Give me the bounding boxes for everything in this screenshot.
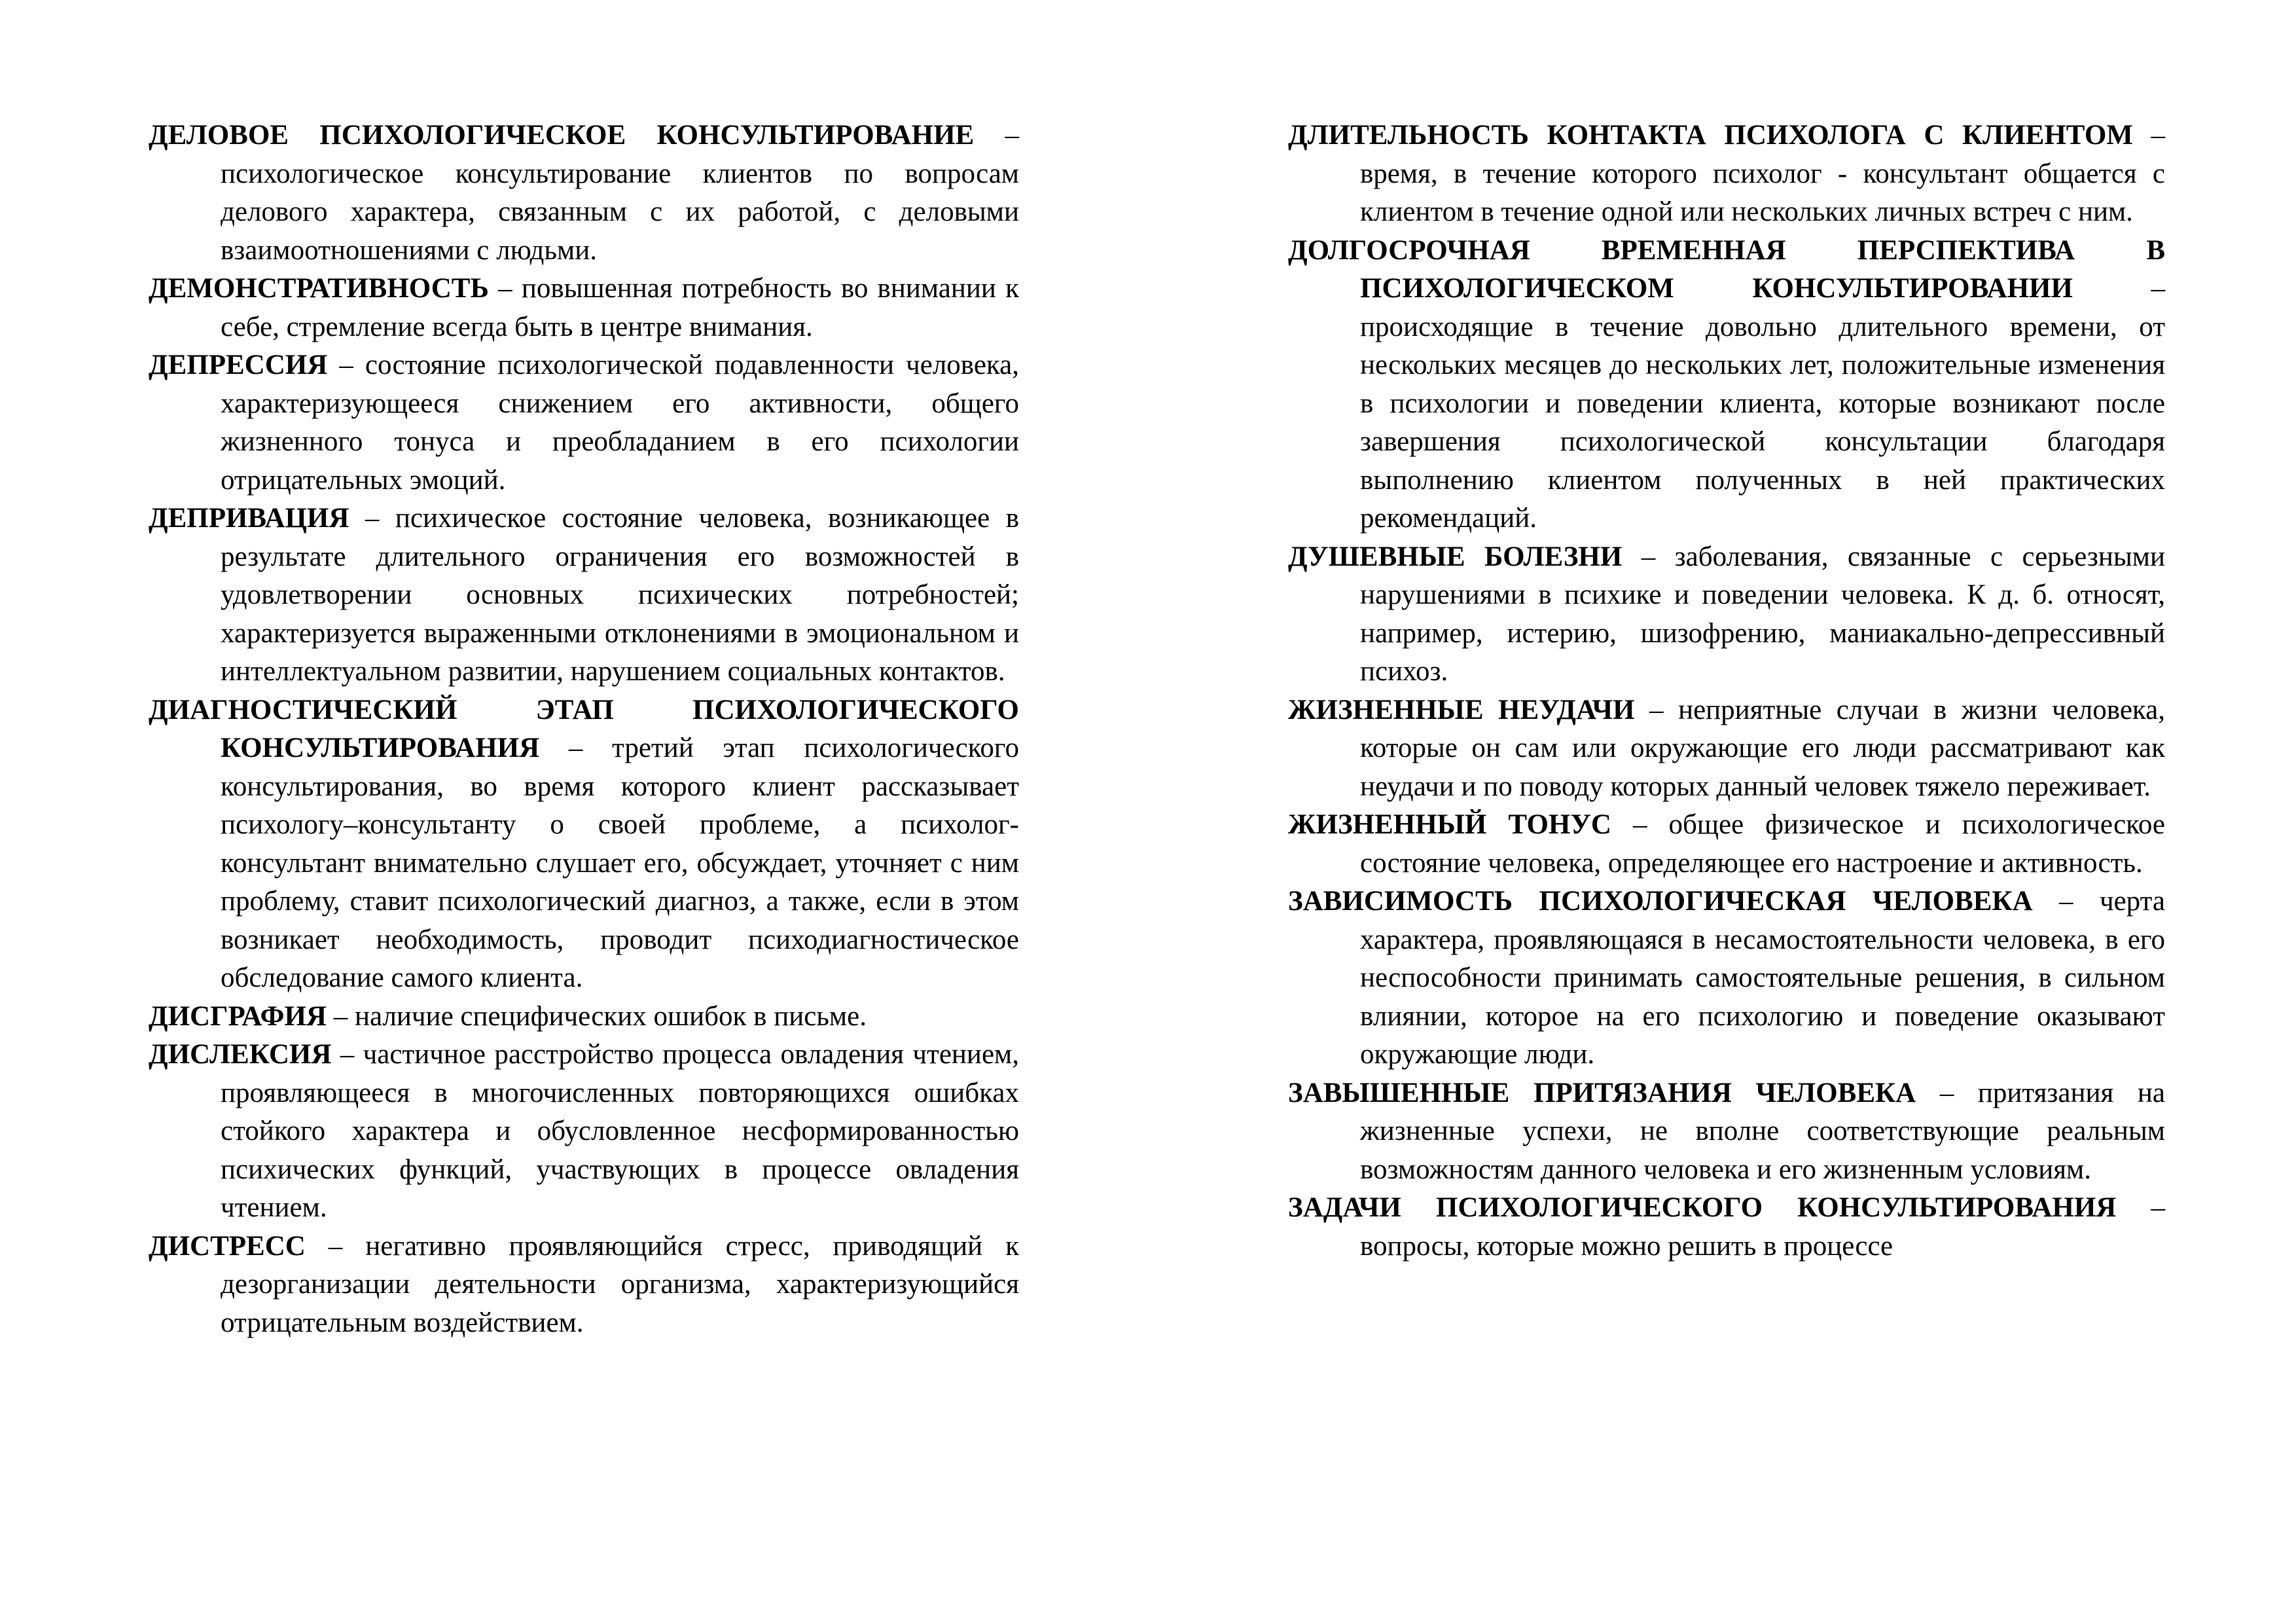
entry-term: ДЕПРИВАЦИЯ bbox=[149, 503, 350, 534]
entry-definition: – наличие специфических ошибок в письме. bbox=[326, 1000, 867, 1032]
entry-term: ЖИЗНЕННЫЙ ТОНУС bbox=[1288, 809, 1611, 840]
glossary-entry bbox=[149, 117, 1019, 270]
glossary-entry bbox=[1288, 691, 2165, 807]
entry-definition: – психологическое консультирование клиентов по вопросам делового характера, связанным с их работой, с деловыми взаимоотношениями с людьми. bbox=[221, 120, 1020, 266]
glossary-entry bbox=[1288, 232, 2165, 538]
glossary-entry bbox=[1288, 117, 2165, 232]
entry-term: ДУШЕВНЫЕ БОЛЕЗНИ bbox=[1288, 541, 1623, 572]
glossary-entry bbox=[149, 1228, 1019, 1343]
glossary-entry bbox=[149, 998, 1019, 1036]
glossary-entry bbox=[149, 500, 1019, 691]
right-column bbox=[1288, 117, 2165, 1266]
entry-definition: – негативно проявляющийся стресс, приводящий к дезорганизации деятельности организма, характеризующийся отрицательным воздействием. bbox=[221, 1230, 1019, 1338]
entry-definition: – неприятные случаи в жизни человека, которые он сам или окружающие его люди рассматривают как неудачи и по поводу которых данный человек тяжело переживает. bbox=[1360, 694, 2165, 802]
entry-term: ДИСГРАФИЯ bbox=[149, 1000, 327, 1032]
entry-term: ДОЛГОСРОЧНАЯ ВРЕМЕННАЯ ПЕРСПЕКТИВА В ПСИХОЛОГИЧЕСКОМ КОНСУЛЬТИРОВАНИИ bbox=[1288, 234, 2165, 304]
entry-definition: – заболевания, связанные с серьезными нарушениями в психике и поведении человека. К д. б. относят, например, истерию, шизофрению, маниакально-депрессивный психоз. bbox=[1360, 541, 2165, 687]
entry-term: ДИАГНОСТИЧЕСКИЙ ЭТАП ПСИХОЛОГИЧЕСКОГО КОНСУЛЬТИРОВАНИЯ bbox=[149, 694, 1019, 763]
glossary-entry bbox=[149, 270, 1019, 346]
entry-definition: – частичное расстройство процесса овладения чтением, проявляющееся в многочисленных повторяющихся ошибках стойкого характера и обусловленное несформированностью психических функций, участвующих в процессе овладения чтением. bbox=[221, 1039, 1019, 1223]
glossary-entry bbox=[149, 346, 1019, 500]
entry-definition: – повышенная потребность во внимании к себе, стремление всегда быть в центре внимания. bbox=[221, 273, 1019, 342]
entry-term: ДЛИТЕЛЬНОСТЬ КОНТАКТА ПСИХОЛОГА С КЛИЕНТОМ bbox=[1288, 120, 2133, 151]
entry-definition: – время, в течение которого психолог - консультант общается с клиентом в течение одной или нескольких личных встреч с ним. bbox=[1360, 120, 2165, 227]
entry-definition: – состояние психологической подавленности человека, характеризующееся снижением его активности, общего жизненного тонуса и преобладанием в его психологии отрицательных эмоций. bbox=[221, 350, 1019, 496]
entry-term: ЖИЗНЕННЫЕ НЕУДАЧИ bbox=[1288, 694, 1635, 725]
glossary-entry bbox=[1288, 1189, 2165, 1266]
glossary-entry bbox=[1288, 1074, 2165, 1190]
entry-definition: – общее физическое и психологическое состояние человека, определяющее его настроение и активность. bbox=[1360, 809, 2165, 879]
entry-definition: – черта характера, проявляющаяся в несамостоятельности человека, в его неспособности принимать самостоятельные решения, в сильном влиянии, которое на его психологию и поведение оказывают окружающие люди. bbox=[1360, 886, 2166, 1070]
entry-term: ДЕМОНСТРАТИВНОСТЬ bbox=[149, 273, 489, 304]
entry-term: ЗАВИСИМОСТЬ ПСИХОЛОГИЧЕСКАЯ ЧЕЛОВЕКА bbox=[1288, 886, 2033, 917]
entry-term: ЗАДАЧИ ПСИХОЛОГИЧЕСКОГО КОНСУЛЬТИРОВАНИЯ bbox=[1288, 1192, 2117, 1223]
entry-definition: – психическое состояние человека, возникающее в результате длительного ограничения его возможностей в удовлетворении основных психических потребностей; характеризуется выраженными отклонениями в эмоциональном и интеллектуальном развитии, нарушением социальных контактов. bbox=[221, 503, 1019, 687]
glossary-entry bbox=[149, 1036, 1019, 1228]
entry-definition: – притязания на жизненные успехи, не вполне соответствующие реальным возможностям данного человека и его жизненным условиям. bbox=[1360, 1077, 2165, 1185]
entry-term: ДИСЛЕКСИЯ bbox=[149, 1039, 332, 1070]
glossary-entry bbox=[149, 691, 1019, 998]
entry-term: ДЕПРЕССИЯ bbox=[149, 350, 328, 380]
entry-definition: – третий этап психологического консультирования, во время которого клиент рассказывает психологу–консультанту о своей проблеме, а психолог-консультант внимательно слушает его, обсуждает, уточняет с ним проблему, ставит психологический диагноз, а также, если в этом возникает необходимость, проводит психодиагностическое обследование самого клиента. bbox=[221, 733, 1019, 993]
entry-term: ЗАВЫШЕННЫЕ ПРИТЯЗАНИЯ ЧЕЛОВЕКА bbox=[1288, 1077, 1916, 1108]
glossary-entry bbox=[1288, 883, 2165, 1074]
entry-term: ДЕЛОВОЕ ПСИХОЛОГИЧЕСКОЕ КОНСУЛЬТИРОВАНИЕ bbox=[149, 120, 975, 151]
entry-term: ДИСТРЕСС bbox=[149, 1230, 306, 1262]
entry-definition: – происходящие в течение довольно длительного времени, от нескольких месяцев до нескольких лет, положительные изменения в психологии и поведении клиента, которые возникают после завершения психологической консультации благодаря выполнению клиентом полученных в ней практических рекомендаций. bbox=[1360, 273, 2165, 534]
entry-definition: – вопросы, которые можно решить в процессе bbox=[1360, 1192, 2165, 1262]
left-column bbox=[149, 117, 1019, 1342]
glossary-entry bbox=[1288, 806, 2165, 883]
glossary-entry bbox=[1288, 538, 2165, 691]
